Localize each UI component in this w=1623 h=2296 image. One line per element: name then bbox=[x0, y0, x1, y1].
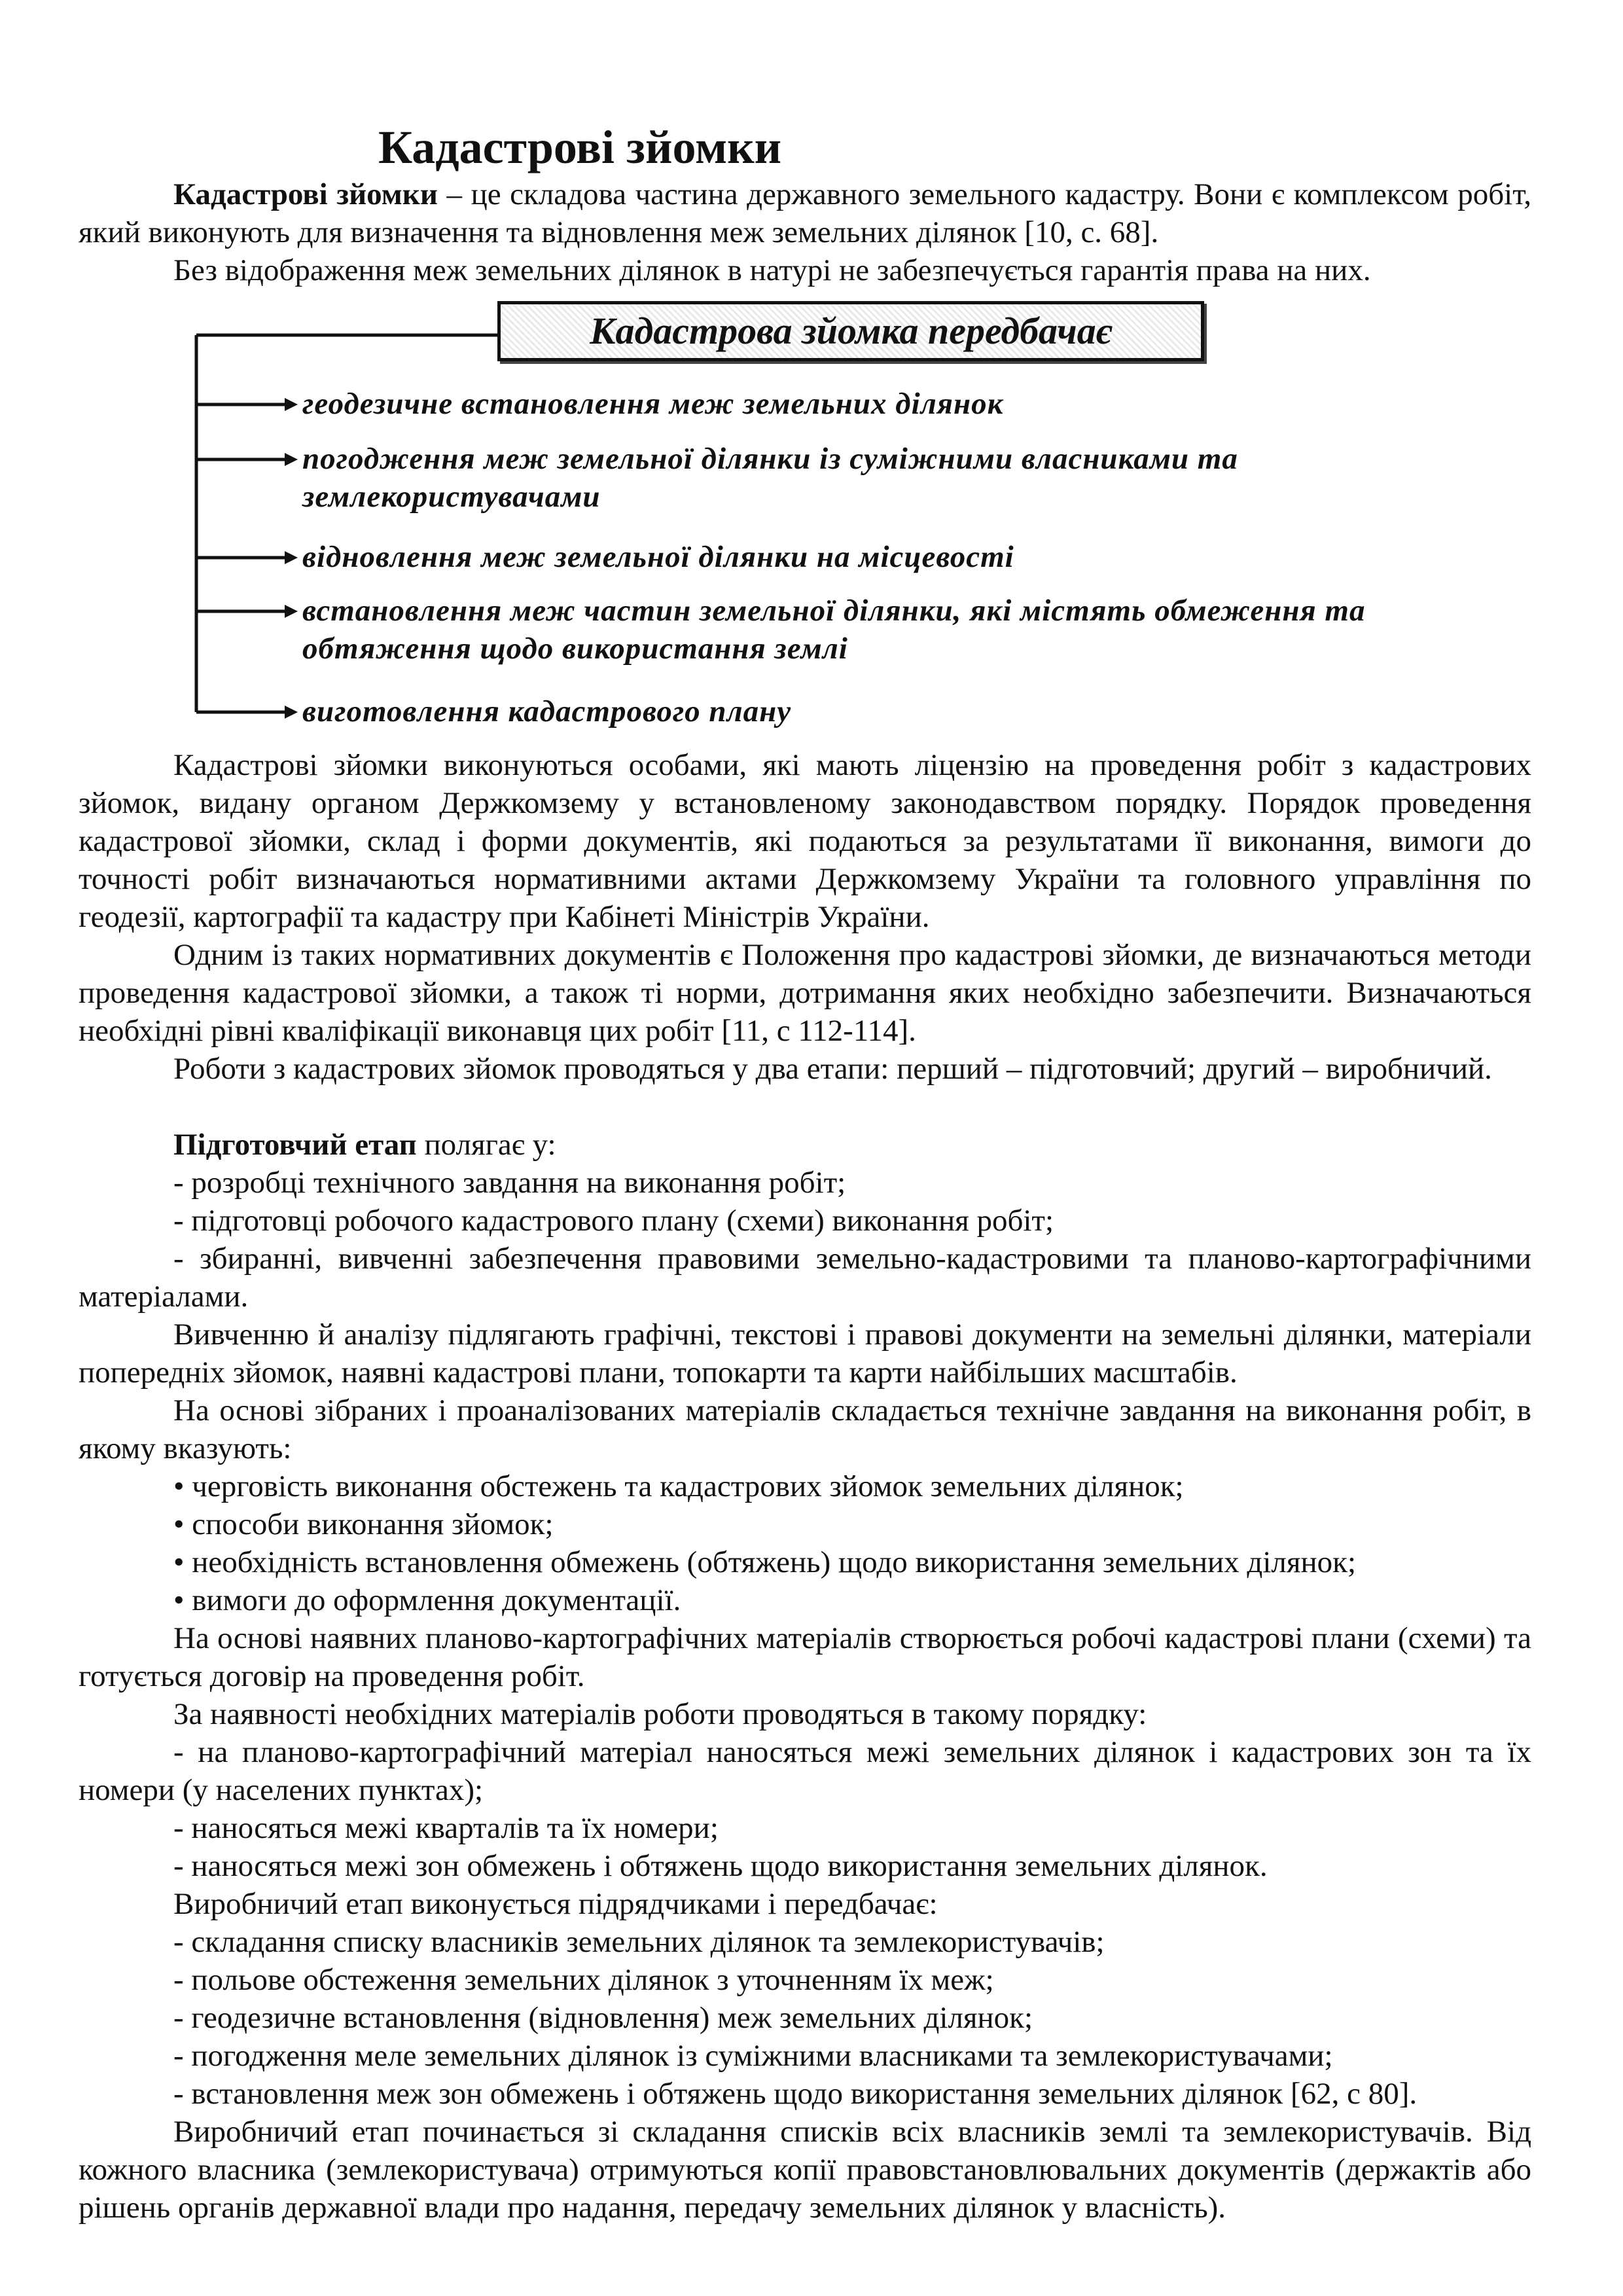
arrow-icon bbox=[285, 398, 298, 411]
body-paragraph: Виробничий етап виконується підрядчиками і передбачає: bbox=[173, 1887, 938, 1921]
intro-term: Кадастрові зйомки bbox=[173, 177, 438, 211]
body-paragraph: Вивченню й аналізу підлягають графічні, текстові і правові документи на земельні ділянки, матеріали попередніх зйомок, наявні кадастрові плани, топокарти та карти найбільших масштабів. bbox=[79, 1318, 1531, 1390]
prep-stage-tail: полягає у: bbox=[416, 1128, 556, 1162]
bullet-item: • черговість виконання обстежень та кадастрових зйомок земельних ділянок; bbox=[173, 1469, 1184, 1503]
bullet-item: • вимоги до оформлення документації. bbox=[173, 1583, 681, 1617]
list-item: - збиранні, вивченні забезпечення правовими земельно-кадастровими та планово-картографічними матеріалами. bbox=[79, 1242, 1531, 1314]
body-paragraph: Одним із таких нормативних документів є Положення про кадастрові зйомки, де визначаються методи проведення кадастрової зйомки, а також ті норми, дотримання яких необхідно забезпечити. Визначаються необхідні рівні кваліфікації виконавця цих робіт [11, с 112-114]. bbox=[79, 938, 1531, 1048]
diagram-item: погодження меж земельної ділянки із суміжними власниками та землекористувачами bbox=[302, 442, 1238, 514]
list-item: - геодезичне встановлення (відновлення) меж земельних ділянок; bbox=[173, 2001, 1033, 2035]
prep-stage-title: Підготовчий етап bbox=[173, 1128, 417, 1162]
diagram-item: встановлення меж частин земельної ділянки, які містять обмеження та обтяження щодо використання землі bbox=[302, 594, 1366, 666]
list-item: - погодження меле земельних ділянок із суміжними власниками та землекористувачами; bbox=[173, 2039, 1333, 2073]
arrow-icon bbox=[285, 706, 298, 719]
bullet-item: • способи виконання зйомок; bbox=[173, 1507, 554, 1541]
arrow-icon bbox=[285, 453, 298, 466]
body-paragraph: Кадастрові зйомки виконуються особами, які мають ліцензію на проведення робіт з кадастрових зйомок, видану органом Держкомзему у встановленому законодавством порядку. Порядок проведення кадастрової зйомки, склад і форми документів, які подаються за результатами її виконання, вимоги до точності робіт визначаються нормативними актами Держкомзему України та головного управління по геодезії, картографії та кадастру при Кабінеті Міністрів України. bbox=[79, 748, 1531, 934]
survey-diagram bbox=[190, 301, 1499, 733]
body-paragraph: За наявності необхідних матеріалів роботи проводяться в такому порядку: bbox=[173, 1697, 1147, 1731]
bullet-item: • необхідність встановлення обмежень (обтяжень) щодо використання земельних ділянок; bbox=[173, 1545, 1356, 1579]
list-item: - польове обстеження земельних ділянок з уточненням їх меж; bbox=[173, 1963, 994, 1997]
list-item: - підготовці робочого кадастрового плану (схеми) виконання робіт; bbox=[173, 1204, 1054, 1238]
body-paragraph: Виробничий етап починається зі складання списків всіх власників землі та землекористувачів. Від кожного власника (землекористувача) отримуються копії правовстановлювальних документів (держактів або рішень органів державної влади про надання, передачу земельних ділянок у власність). bbox=[79, 2115, 1531, 2225]
prep-stage-heading bbox=[173, 1126, 1531, 1164]
arrow-icon bbox=[285, 605, 298, 618]
diagram-item: геодезичне встановлення меж земельних ділянок bbox=[302, 387, 1004, 421]
list-item: - складання списку власників земельних ділянок та землекористувачів; bbox=[173, 1925, 1105, 1959]
list-item: - встановлення меж зон обмежень і обтяжень щодо використання земельних ділянок [62, с 80]. bbox=[173, 2077, 1418, 2111]
diagram-connectors bbox=[190, 301, 1499, 733]
diagram-item: відновлення меж земельної ділянки на місцевості bbox=[302, 540, 1014, 574]
body-paragraph: На основі наявних планово-картографічних матеріалів створюється робочі кадастрові плани (схеми) та готується договір на проведення робіт. bbox=[79, 1621, 1531, 1693]
page-title: Кадастрові зйомки bbox=[378, 121, 782, 173]
intro-definition-text: – це складова частина державного земельного кадастру. Вони є комплексом робіт, який виконують для визначення та відновлення меж земельних ділянок [10, с. 68]. bbox=[79, 177, 1531, 249]
body-paragraph: Роботи з кадастрових зйомок проводяться у два етапи: перший – підготовчий; другий – виробничий. bbox=[173, 1052, 1492, 1086]
arrow-icon bbox=[285, 551, 298, 564]
intro-guarantee: Без відображення меж земельних ділянок в натурі не забезпечується гарантія права на них. bbox=[173, 253, 1371, 287]
list-item: - на планово-картографічний матеріал наносяться межі земельних ділянок і кадастрових зон та їх номери (у населених пунктах); bbox=[79, 1735, 1531, 1807]
diagram-item: виготовлення кадастрового плану bbox=[302, 694, 792, 728]
list-item: - наносяться межі зон обмежень і обтяжень щодо використання земельних ділянок. bbox=[173, 1849, 1268, 1883]
list-item: - наносяться межі кварталів та їх номери; bbox=[173, 1811, 719, 1845]
list-item: - розробці технічного завдання на виконання робіт; bbox=[173, 1166, 846, 1200]
body-paragraph: На основі зібраних і проаналізованих матеріалів складається технічне завдання на виконання робіт, в якому вказують: bbox=[79, 1393, 1531, 1465]
diagram-header: Кадастрова зйомка передбачає bbox=[497, 301, 1204, 361]
intro-definition bbox=[79, 175, 1531, 251]
